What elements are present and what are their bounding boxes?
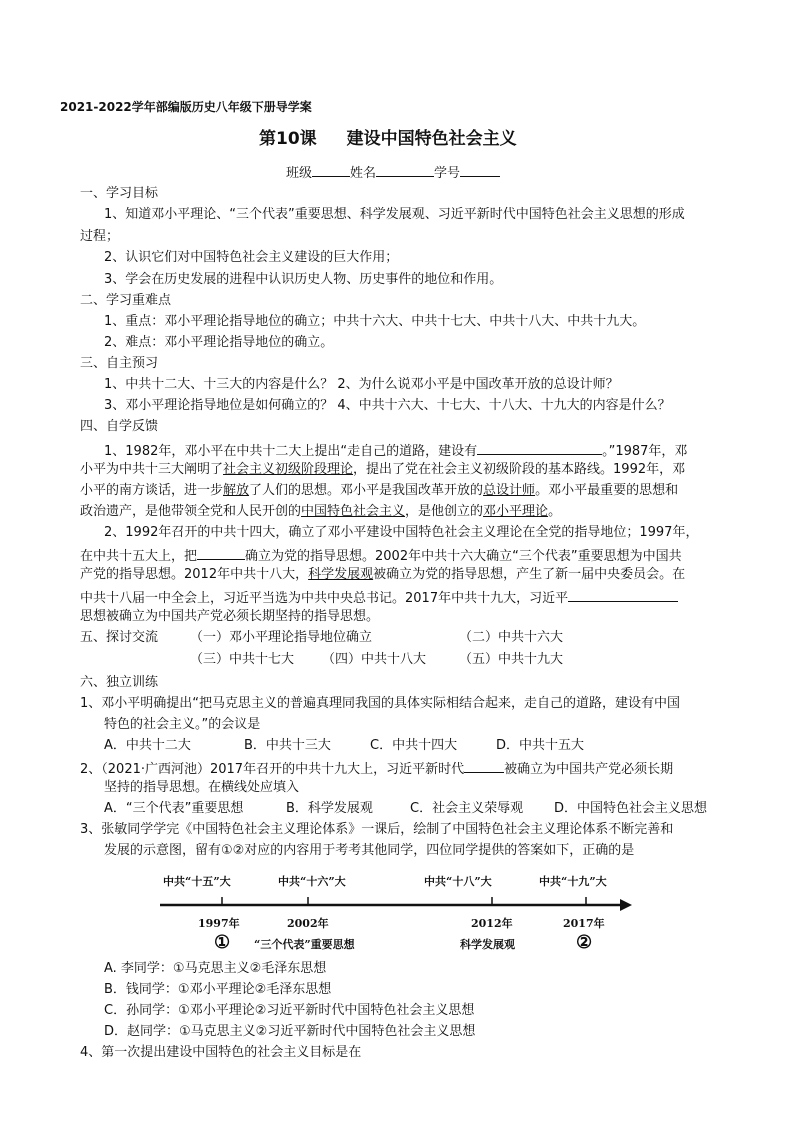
- paragraph: 过程；: [80, 229, 120, 244]
- text: 小平的南方谈话，进一步: [80, 483, 224, 498]
- option[interactable]: C．中共十四大: [370, 738, 458, 753]
- timeline-label-scientific-outlook: 科学发展观: [460, 938, 515, 951]
- section-heading: 二、学习重难点: [80, 293, 172, 308]
- text: 被确立为中国共产党必须长期: [504, 762, 674, 777]
- blank-marker-2: ②: [576, 932, 593, 953]
- timeline-congress-15: 中共“十五”大: [163, 875, 231, 888]
- text: 在中共十五大上，把: [80, 549, 198, 564]
- timeline-congress-16: 中共“十六”大: [278, 875, 346, 888]
- timeline-congress-18: 中共“十八”大: [424, 875, 492, 888]
- paragraph: 1、中共十二大、十三大的内容是什么？ 2、为什么说邓小平是中国改革开放的总设计师？: [104, 377, 619, 392]
- paragraph: [80, 461, 685, 479]
- question-text: 特色的社会主义。”的会议是: [104, 717, 261, 732]
- text: 确立为党的指导思想。2002年中共十六大确立“三个代表”重要思想为中国共: [245, 549, 682, 564]
- lesson-number: 第10课: [259, 129, 317, 149]
- year-1997: 1997年: [198, 917, 240, 930]
- option[interactable]: A．“三个代表”重要思想: [104, 801, 244, 816]
- option[interactable]: A. 李同学：①马克思主义②毛泽东思想: [104, 961, 327, 976]
- timeline-arrowhead: [620, 899, 632, 911]
- name-field[interactable]: [376, 162, 434, 177]
- question-text: 1、邓小平明确提出“把马克思主义的普遍真理同我国的具体实际相结合起来，走自己的道路，建设有中国: [80, 696, 681, 711]
- topic-item: （五）中共十九大: [459, 652, 564, 667]
- option[interactable]: B．科学发展观: [286, 801, 373, 816]
- answer-blank[interactable]: [197, 545, 245, 560]
- blank-marker-1: ①: [214, 932, 231, 953]
- option[interactable]: D．中共十五大: [496, 738, 585, 753]
- section-heading: 一、学习目标: [80, 186, 159, 201]
- class-field[interactable]: [312, 162, 350, 177]
- paragraph: [104, 440, 687, 461]
- name-label: 姓名: [350, 166, 377, 181]
- section-heading: 五、探讨交流: [80, 630, 159, 645]
- section-heading: 六、独立训练: [80, 675, 159, 690]
- paragraph: 3、邓小平理论指导地位是如何确立的？ 4、中共十六大、十七大、十八大、十九大的内容是什么？: [104, 398, 671, 413]
- series-title: 2021-2022学年部编版历史八年级下册导学案: [60, 100, 312, 114]
- text: ，是他创立的: [405, 504, 484, 519]
- timeline-axis: [160, 893, 638, 917]
- question-text: 3、张敏同学学完《中国特色社会主义理论体系》一课后，绘制了中国特色社会主义理论体系不断完善和: [80, 822, 674, 837]
- page-title: [259, 128, 517, 150]
- year-2012: 2012年: [471, 917, 513, 930]
- year-2017: 2017年: [563, 917, 605, 930]
- timeline-congress-19: 中共“十九”大: [539, 875, 607, 888]
- underlined-term: 邓小平理论: [483, 504, 549, 519]
- underlined-term: 科学发展观: [308, 567, 374, 582]
- question-text: [80, 758, 673, 779]
- paragraph: 2、1992年召开的中共十四大，确立了邓小平建设中国特色社会主义理论在全党的指导地位；1997年，: [104, 525, 699, 540]
- id-field[interactable]: [460, 162, 500, 177]
- paragraph: 2、认识它们对中国特色社会主义建设的巨大作用；: [104, 250, 399, 265]
- text: 1、1982年，邓小平在中共十二大上提出“走自己的道路，建设有: [104, 444, 478, 459]
- underlined-term: 社会主义初级阶段理论: [223, 462, 354, 477]
- topic-item: （四）中共十八大: [322, 652, 427, 667]
- option[interactable]: C．孙同学：①邓小平理论②习近平新时代中国特色社会主义思想: [104, 1003, 475, 1018]
- question-text: 发展的示意图，留有①②对应的内容用于考考其他同学，四位同学提供的答案如下，正确的是: [104, 843, 635, 858]
- id-label: 学号: [434, 166, 461, 181]
- year-2002: 2002年: [287, 917, 329, 930]
- paragraph: 1、知道邓小平理论、“三个代表”重要思想、科学发展观、习近平新时代中国特色社会主义思想的形成: [104, 207, 685, 222]
- answer-blank[interactable]: [464, 758, 504, 773]
- topic-item: （二）中共十六大: [459, 630, 564, 645]
- section-heading: 三、自主预习: [80, 356, 159, 371]
- text: 产党的指导思想。2012年中共十八大，: [80, 567, 309, 582]
- paragraph: 1、重点：邓小平理论指导地位的确立；中共十六大、中共十七大、中共十八大、中共十九大。: [104, 314, 646, 329]
- paragraph: [80, 566, 685, 584]
- lesson-title: 建设中国特色社会主义: [346, 129, 517, 149]
- student-info-line: [286, 162, 500, 183]
- paragraph: [80, 545, 682, 566]
- option[interactable]: B．钱同学：①邓小平理论②毛泽东思想: [104, 982, 332, 997]
- option[interactable]: B．中共十三大: [244, 738, 331, 753]
- question-text: 坚持的指导思想。在横线处应填入: [104, 780, 300, 795]
- paragraph: [80, 503, 561, 521]
- option[interactable]: A．中共十二大: [104, 738, 191, 753]
- underlined-term: 解放: [223, 483, 250, 498]
- paragraph: 思想被确立为中国共产党必须长期坚持的指导思想。: [80, 609, 380, 624]
- option[interactable]: D．赵同学：①马克思主义②习近平新时代中国特色社会主义思想: [104, 1024, 476, 1039]
- underlined-term: 总设计师: [483, 483, 536, 498]
- text: 被确立为党的指导思想，产生了新一届中央委员会。在: [373, 567, 686, 582]
- text: 。邓小平最重要的思想和: [535, 483, 679, 498]
- underlined-term: 中国特色社会主义: [301, 504, 406, 519]
- text: 小平为中共十三大阐明了: [80, 462, 224, 477]
- topic-item: （一）邓小平理论指导地位确立: [190, 630, 373, 645]
- text: 。: [548, 504, 562, 519]
- option[interactable]: C．社会主义荣辱观: [410, 801, 524, 816]
- topic-item: （三）中共十七大: [190, 652, 295, 667]
- text: 中共十八届一中全会上，习近平当选为中共中央总书记。2017年中共十九大，习近平: [80, 591, 569, 606]
- paragraph: [80, 482, 678, 500]
- paragraph: 3、学会在历史发展的进程中认识历史人物、历史事件的地位和作用。: [104, 272, 503, 287]
- text: 政治遗产，是他带领全党和人民开创的: [80, 504, 302, 519]
- class-label: 班级: [286, 166, 313, 181]
- answer-blank[interactable]: [477, 440, 602, 455]
- timeline-label-three-represents: “三个代表”重要思想: [254, 938, 355, 951]
- text: 2、（2021·广西河池）2017年召开的中共十九大上，习近平新时代: [80, 762, 465, 777]
- question-text: 4、第一次提出建设中国特色的社会主义目标是在: [80, 1045, 362, 1060]
- paragraph: [80, 587, 678, 608]
- section-heading: 四、自学反馈: [80, 419, 159, 434]
- text: 。”1987年，邓: [602, 444, 688, 459]
- option[interactable]: D．中国特色社会主义思想: [554, 801, 708, 816]
- paragraph: 2、难点：邓小平理论指导地位的确立。: [104, 335, 334, 350]
- text: 了人们的思想。邓小平是我国改革开放的: [249, 483, 484, 498]
- text: ，提出了党在社会主义初级阶段的基本路线。1992年，邓: [353, 462, 686, 477]
- answer-blank[interactable]: [568, 587, 678, 602]
